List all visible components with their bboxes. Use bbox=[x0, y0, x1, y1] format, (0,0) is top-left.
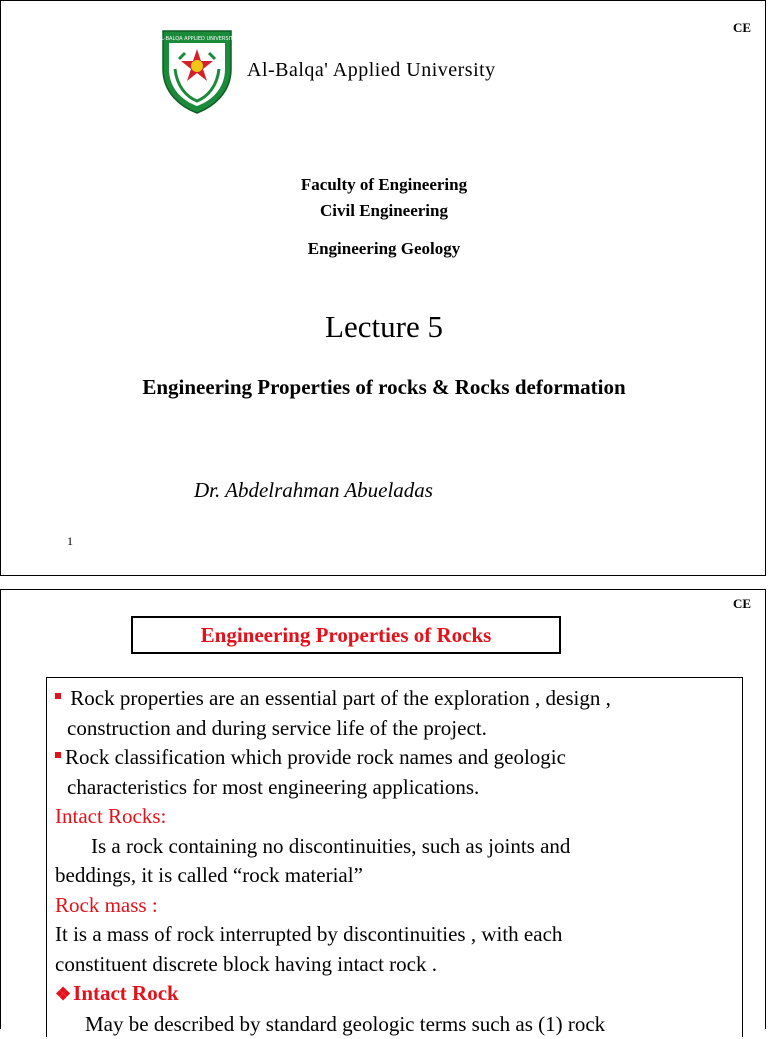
university-seal-icon bbox=[161, 29, 233, 115]
paragraph-line: Is a rock containing no discontinuities, such as joints and bbox=[55, 832, 734, 862]
university-name: Al-Balqa' Applied University bbox=[247, 59, 496, 82]
corner-tag: CE bbox=[733, 20, 751, 36]
lecture-subtitle: Engineering Properties of rocks & Rocks deformation bbox=[1, 375, 767, 400]
section-heading: ❖Intact Rock bbox=[55, 979, 734, 1010]
content-slide bbox=[0, 589, 766, 1029]
course-name: Engineering Geology bbox=[1, 239, 767, 259]
svg-text:AL-BALQA APPLIED UNIVERSITY: AL-BALQA APPLIED UNIVERSITY bbox=[161, 36, 233, 42]
author-name: Dr. Abdelrahman Abueladas bbox=[194, 478, 433, 503]
list-item: characteristics for most engineering applications. bbox=[55, 773, 734, 803]
lecture-title: Lecture 5 bbox=[1, 309, 767, 345]
list-item: Rock classification which provide rock names and geologic bbox=[55, 743, 734, 773]
slide-title: Engineering Properties of Rocks bbox=[131, 616, 561, 654]
paragraph-line: May be described by standard geologic terms such as (1) rock bbox=[55, 1010, 734, 1039]
section-heading: Intact Rocks: bbox=[55, 802, 734, 832]
university-logo bbox=[161, 29, 233, 115]
square-bullet-icon bbox=[55, 693, 61, 699]
content-box bbox=[46, 677, 743, 1037]
square-bullet-icon bbox=[55, 752, 61, 758]
list-item: construction and during service life of the project. bbox=[55, 714, 734, 744]
diamond-bullet-icon: ❖ bbox=[55, 984, 71, 1004]
page-number: 1 bbox=[67, 534, 73, 549]
faculty-name: Faculty of Engineering bbox=[1, 175, 767, 195]
section-heading: Rock mass : bbox=[55, 891, 734, 921]
corner-tag: CE bbox=[733, 596, 751, 612]
paragraph-line: constituent discrete block having intact rock . bbox=[55, 950, 734, 980]
paragraph-line: It is a mass of rock interrupted by discontinuities , with each bbox=[55, 920, 734, 950]
department-name: Civil Engineering bbox=[1, 201, 767, 221]
paragraph-line: beddings, it is called “rock material” bbox=[55, 861, 734, 891]
list-item: Rock properties are an essential part of the exploration , design , bbox=[55, 684, 734, 714]
